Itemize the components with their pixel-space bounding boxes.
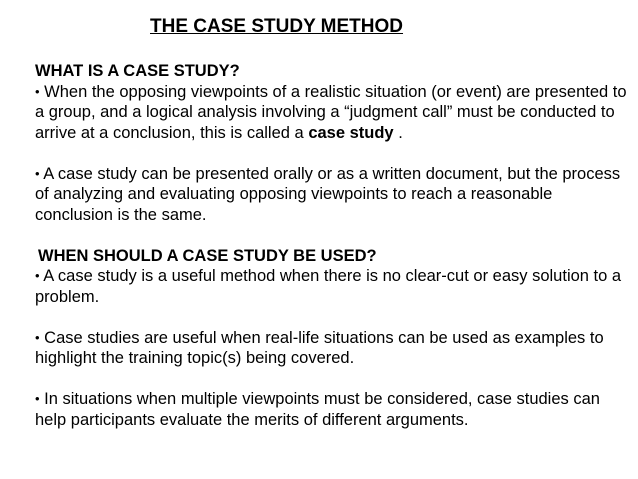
bullet-icon: • (35, 83, 40, 99)
bullet-definition (35, 82, 630, 144)
spacer (35, 369, 630, 390)
spacer (35, 143, 630, 164)
bullet-presentation-text: A case study can be presented orally or as a written document, but the process of analyzing and evaluating opposing viewpoints to reach a reasonable conclusion is the same. (35, 164, 621, 224)
bullet-real-life (35, 328, 630, 369)
slide-content (35, 61, 630, 430)
bullet-no-clear-solution (35, 266, 630, 307)
bullet-icon: • (35, 391, 40, 406)
spacer (35, 225, 630, 246)
slide-title: THE CASE STUDY METHOD (150, 16, 404, 37)
bullet-icon: • (35, 268, 40, 283)
bullet-multiple-viewpoints (35, 389, 630, 430)
bullet-definition-text-start: When the opposing viewpoints of a realistic situation (or event) are presented to a group, and a logical analysis involving a “judgment call” must be conducted to arrive at a conclusion, this is called a (35, 82, 627, 142)
bullet-real-life-text: Case studies are useful when real-life situations can be used as examples to highlight the training topic(s) being covered. (35, 328, 604, 367)
bullet-no-clear-solution-text: A case study is a useful method when there is no clear-cut or easy solution to a problem. (35, 267, 622, 306)
bullet-multiple-viewpoints-text: In situations when multiple viewpoints must be considered, case studies can help participants evaluate the merits of different arguments. (35, 390, 600, 429)
bullet-icon: • (35, 329, 40, 345)
bullet-icon: • (35, 165, 40, 181)
case-study-emphasis: case study (308, 123, 394, 142)
section-heading-when-used: WHEN SHOULD A CASE STUDY BE USED? (38, 246, 377, 265)
spacer (35, 307, 630, 328)
section-heading-what-is: WHAT IS A CASE STUDY? (35, 62, 240, 80)
bullet-presentation (35, 164, 630, 226)
bullet-definition-text-end: . (393, 123, 403, 142)
